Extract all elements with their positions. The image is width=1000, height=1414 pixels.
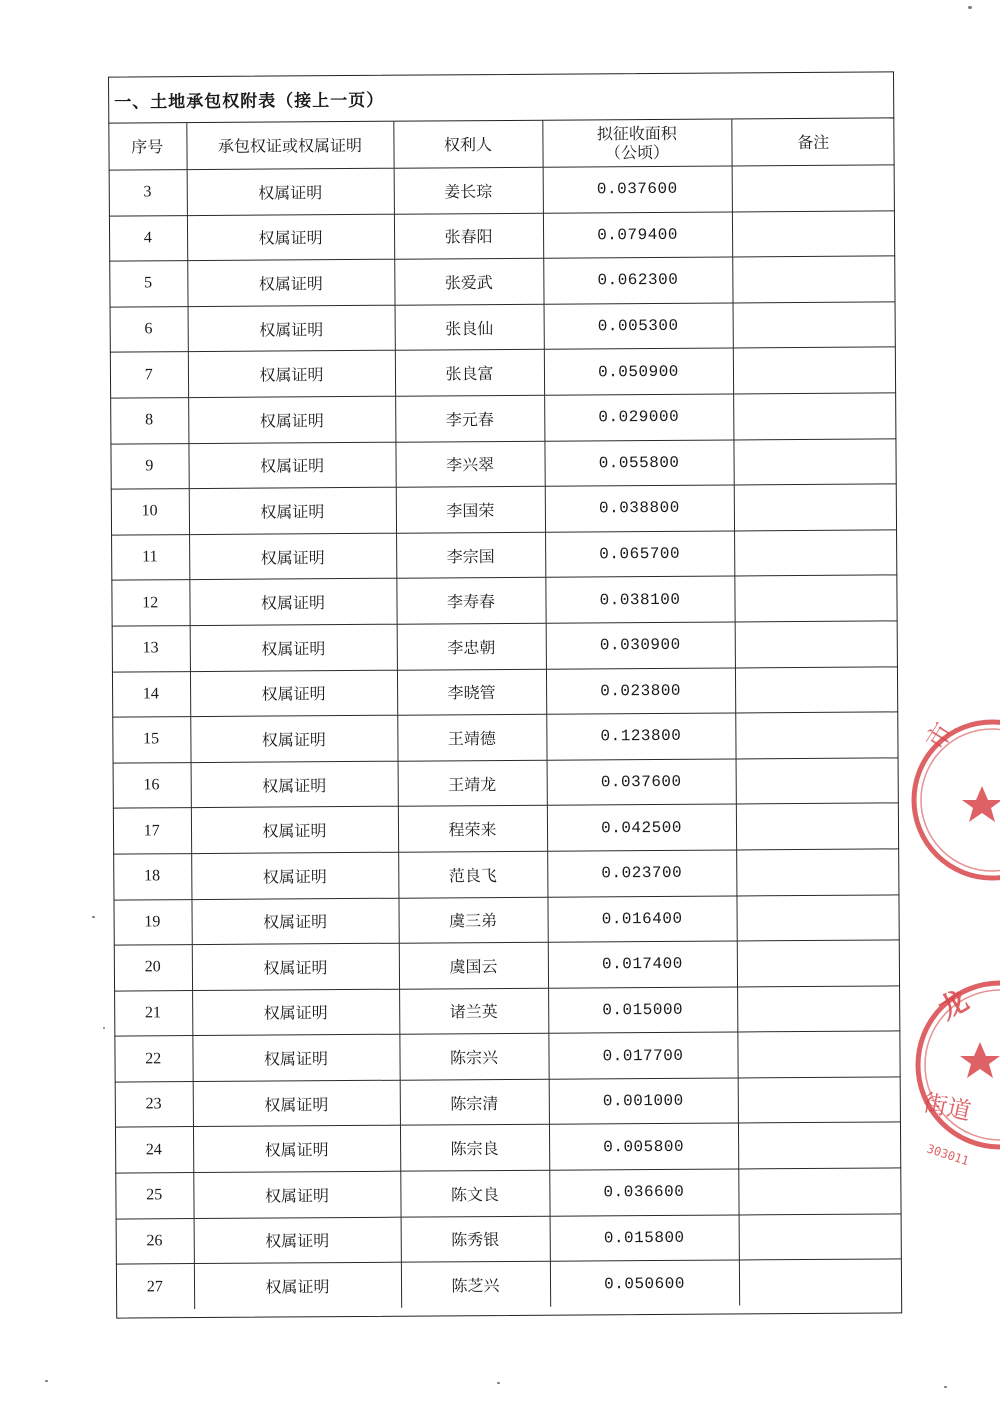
row-area-hectares: 0.023700 [547,850,736,897]
table-row [110,302,896,353]
row-right-holder: 李忠朝 [397,623,546,670]
row-area-hectares: 0.123800 [546,713,735,760]
row-certificate-type: 权属证明 [190,670,397,717]
lower-seal-code: 303011 [925,1141,971,1169]
row-serial-number: 23 [115,1081,193,1127]
header-right-holder: 权利人 [393,121,542,168]
table-row [110,347,896,398]
scan-speck [944,1386,947,1388]
row-area-hectares: 0.005300 [544,303,733,350]
table-row [114,940,900,991]
row-area-hectares: 0.055800 [544,440,733,487]
row-serial-number: 7 [110,352,188,398]
header-area-line1: 拟征收面积 [596,123,677,144]
row-remarks [736,849,899,896]
row-certificate-type: 权属证明 [191,898,398,945]
row-serial-number: 11 [111,534,189,580]
row-remarks [733,302,896,349]
row-serial-number: 20 [114,945,192,991]
row-right-holder: 李晓管 [397,669,546,716]
row-right-holder: 李国荣 [396,486,545,533]
table-row [111,484,897,535]
row-remarks [736,803,899,850]
row-remarks [735,621,898,668]
row-serial-number: 26 [116,1218,194,1264]
row-certificate-type: 权属证明 [193,1126,400,1173]
row-remarks [732,256,895,303]
row-area-hectares: 0.015000 [548,987,737,1034]
table-row [114,986,900,1037]
table-row [111,575,897,626]
scan-speck [497,1382,500,1384]
row-remarks [732,210,895,257]
row-right-holder: 张爱武 [394,258,543,305]
row-serial-number: 15 [112,717,190,763]
header-remarks: 备注 [731,118,894,166]
row-certificate-type: 权属证明 [192,989,399,1036]
row-serial-number: 10 [111,489,189,535]
row-certificate-type: 权属证明 [193,1171,400,1218]
row-serial-number: 17 [113,808,191,854]
row-certificate-type: 权属证明 [190,715,397,762]
row-certificate-type: 权属证明 [188,351,395,398]
row-right-holder: 姜长琮 [394,167,543,214]
table-row [115,1122,901,1173]
row-serial-number: 12 [111,580,189,626]
row-right-holder: 诸兰英 [399,988,548,1035]
row-area-hectares: 0.030900 [546,622,735,669]
row-area-hectares: 0.037600 [547,759,736,806]
row-certificate-type: 权属证明 [187,214,394,261]
row-right-holder: 陈宗清 [400,1079,549,1126]
row-serial-number: 8 [110,398,188,444]
row-right-holder: 张春阳 [394,213,543,260]
table-header-row [108,118,894,170]
row-remarks [736,758,899,805]
table-row [110,393,896,444]
row-right-holder: 陈宗兴 [399,1033,548,1080]
row-remarks [734,530,897,577]
row-certificate-type: 权属证明 [189,487,396,534]
row-remarks [735,712,898,759]
row-area-hectares: 0.079400 [543,212,732,259]
row-area-hectares: 0.016400 [547,895,736,942]
row-remarks [739,1259,902,1305]
section-title: 一、土地承包权附表（接上一页） [108,71,894,123]
row-area-hectares: 0.062300 [543,257,732,304]
row-certificate-type: 权属证明 [190,624,397,671]
row-area-hectares: 0.050900 [544,348,733,395]
row-remarks [734,484,897,531]
row-area-hectares: 0.029000 [544,394,733,441]
row-serial-number: 22 [114,1036,192,1082]
table-row [109,256,895,307]
lower-seal-char: 龙 [933,983,974,1027]
row-certificate-type: 权属证明 [194,1262,401,1308]
table-row [114,1031,900,1082]
header-serial-number: 序号 [108,123,186,170]
row-serial-number: 14 [112,671,190,717]
row-certificate-type: 权属证明 [192,1034,399,1081]
row-certificate-type: 权属证明 [193,1080,400,1127]
table-row [113,803,899,854]
row-certificate-type: 权属证明 [188,396,395,443]
scan-speck [103,1027,105,1029]
row-certificate-type: 权属证明 [191,761,398,808]
row-certificate-type: 权属证明 [189,579,396,626]
row-right-holder: 虞三弟 [398,897,547,944]
row-certificate-type: 权属证明 [189,533,396,580]
header-area [542,119,731,167]
row-right-holder: 王靖龙 [398,760,547,807]
row-remarks [739,1214,902,1261]
row-certificate-type: 权属证明 [192,943,399,990]
row-serial-number: 3 [109,170,187,216]
row-area-hectares: 0.065700 [545,531,734,578]
row-right-holder: 李寿春 [396,578,545,625]
row-certificate-type: 权属证明 [187,168,394,215]
table-row [115,1077,901,1128]
header-area-unit: （公顷） [604,142,670,163]
scan-speck [92,916,95,918]
table-row [109,165,895,216]
row-remarks [738,1122,901,1169]
row-serial-number: 6 [110,306,188,352]
row-right-holder: 陈宗良 [400,1125,549,1172]
row-certificate-type: 权属证明 [191,807,398,854]
row-right-holder: 范良飞 [398,851,547,898]
row-remarks [732,165,895,212]
row-serial-number: 16 [113,762,191,808]
row-certificate-type: 权属证明 [187,259,394,306]
row-area-hectares: 0.038100 [545,576,734,623]
row-remarks [737,1031,900,1078]
row-right-holder: 陈秀银 [401,1216,550,1263]
row-remarks [735,666,898,713]
row-certificate-type: 权属证明 [188,305,395,352]
row-remarks [738,1077,901,1124]
upper-red-seal [900,700,1000,900]
row-remarks [734,575,897,622]
row-remarks [737,986,900,1033]
table-row [112,621,898,672]
row-serial-number: 18 [113,853,191,899]
lower-red-seal [910,960,1000,1170]
row-serial-number: 9 [110,443,188,489]
row-remarks [738,1168,901,1215]
upper-seal-text: 市 [920,717,960,756]
row-area-hectares: 0.017400 [548,941,737,988]
table-row [116,1214,902,1265]
table-row [115,1168,901,1219]
row-right-holder: 张良仙 [395,304,544,351]
row-serial-number: 25 [115,1173,193,1219]
table-row [110,438,896,489]
row-serial-number: 13 [112,626,190,672]
row-area-hectares: 0.036600 [549,1169,738,1216]
table-row [113,849,899,900]
table-row [109,210,895,261]
row-right-holder: 陈文良 [400,1170,549,1217]
row-serial-number: 19 [113,899,191,945]
row-right-holder: 陈芝兴 [401,1261,550,1307]
row-area-hectares: 0.015800 [550,1215,739,1262]
row-right-holder: 李元春 [395,395,544,442]
header-certificate: 承包权证或权属证明 [186,122,393,170]
appendix-grid [108,118,902,1309]
row-area-hectares: 0.001000 [549,1078,738,1125]
row-right-holder: 李兴翠 [395,441,544,488]
row-area-hectares: 0.050600 [550,1260,739,1306]
row-serial-number: 27 [116,1264,194,1310]
row-remarks [736,894,899,941]
row-right-holder: 程荣来 [398,806,547,853]
row-area-hectares: 0.005800 [549,1123,738,1170]
row-area-hectares: 0.042500 [547,804,736,851]
row-area-hectares: 0.017700 [548,1032,737,1079]
table-row [113,894,899,945]
table-row [116,1259,902,1309]
row-certificate-type: 权属证明 [194,1217,401,1264]
row-certificate-type: 权属证明 [191,852,398,899]
row-certificate-type: 权属证明 [188,442,395,489]
row-remarks [733,438,896,485]
table-row [112,712,898,763]
scan-speck [45,1380,48,1382]
row-right-holder: 虞国云 [399,942,548,989]
row-area-hectares: 0.023800 [546,667,735,714]
table-row [111,530,897,581]
lower-seal-street: 街道 [920,1088,974,1126]
row-area-hectares: 0.038800 [545,485,734,532]
row-area-hectares: 0.037600 [543,166,732,213]
row-remarks [733,393,896,440]
row-serial-number: 4 [109,215,187,261]
row-serial-number: 24 [115,1127,193,1173]
table-row [113,758,899,809]
row-right-holder: 李宗国 [396,532,545,579]
row-right-holder: 王靖德 [397,714,546,761]
table-row [112,666,898,717]
row-remarks [733,347,896,394]
row-remarks [737,940,900,987]
row-serial-number: 21 [114,990,192,1036]
row-right-holder: 张良富 [395,350,544,397]
land-contract-appendix-table [108,71,902,1318]
table-body [109,165,903,1310]
scan-speck [968,6,972,9]
row-serial-number: 5 [109,261,187,307]
